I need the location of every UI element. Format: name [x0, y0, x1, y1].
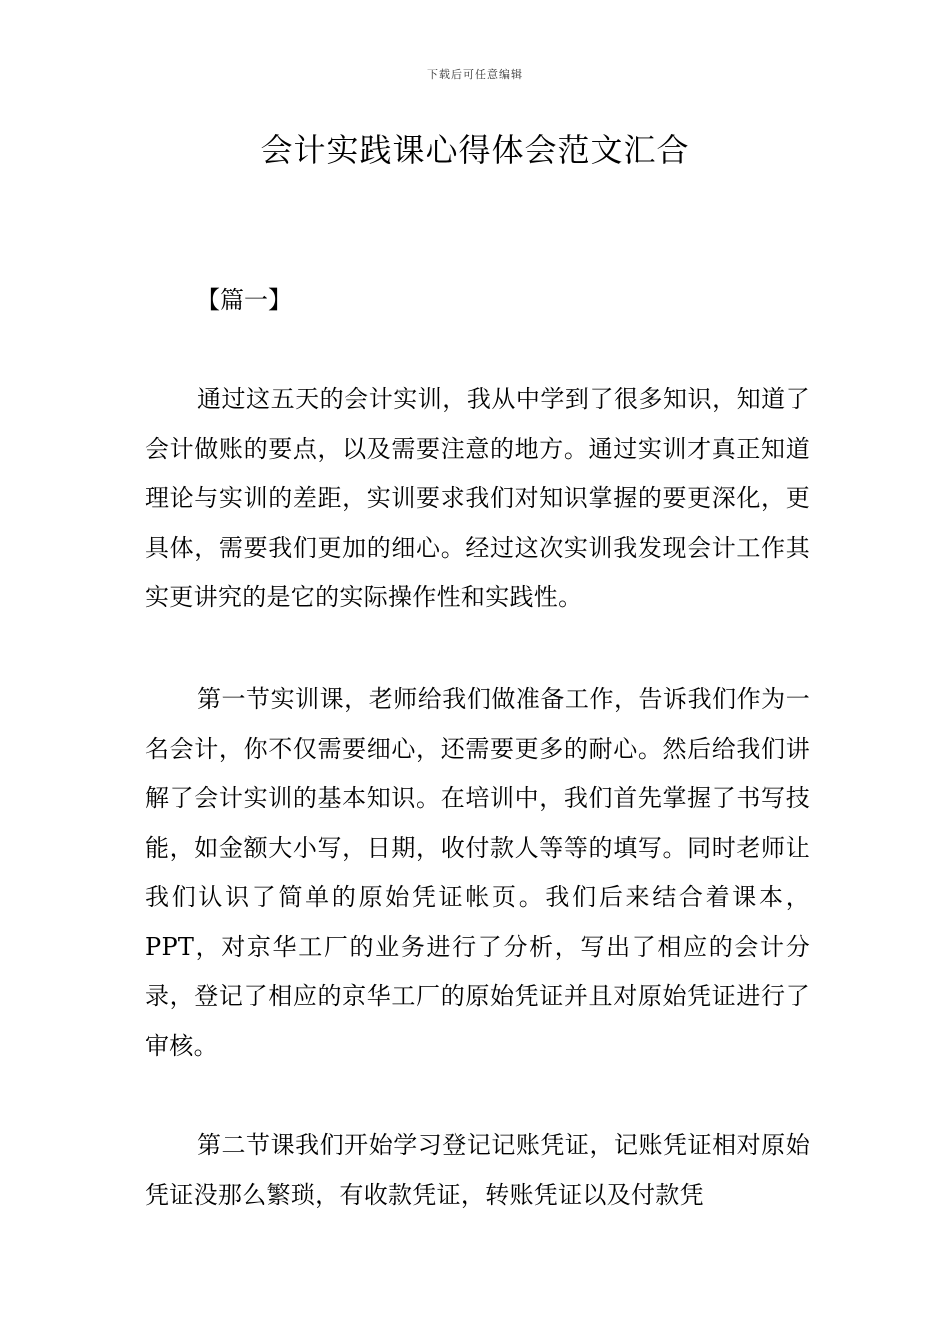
- body-paragraph-3: 第二节课我们开始学习登记记账凭证，记账凭证相对原始凭证没那么繁琐，有收款凭证，转账凭证以及付款凭: [145, 1131, 810, 1209]
- header-note: 下载后可任意编辑: [427, 68, 523, 81]
- body-paragraph-1: 通过这五天的会计实训，我从中学到了很多知识，知道了会计做账的要点，以及需要注意的地方。通过实训才真正知道理论与实训的差距，实训要求我们对知识掌握的要更深化，更具体，需要我们更加的细心。经过这次实训我发现会计工作其实更讲究的是它的实际操作性和实践性。: [145, 385, 810, 611]
- body-paragraph-2: 第一节实训课，老师给我们做准备工作，告诉我们作为一名会计，你不仅需要细心，还需要更多的耐心。然后给我们讲解了会计实训的基本知识。在培训中，我们首先掌握了书写技能，如金额大小写，日期，收付款人等等的填写。同时老师让我们认识了简单的原始凭证帐页。我们后来结合着课本，PPT，对京华工厂的业务进行了分析，写出了相应的会计分录，登记了相应的京华工厂的原始凭证并且对原始凭证进行了审核。: [145, 685, 810, 1060]
- document-title: 会计实践课心得体会范文汇合: [260, 131, 690, 169]
- section-heading: 【篇一】: [196, 286, 292, 314]
